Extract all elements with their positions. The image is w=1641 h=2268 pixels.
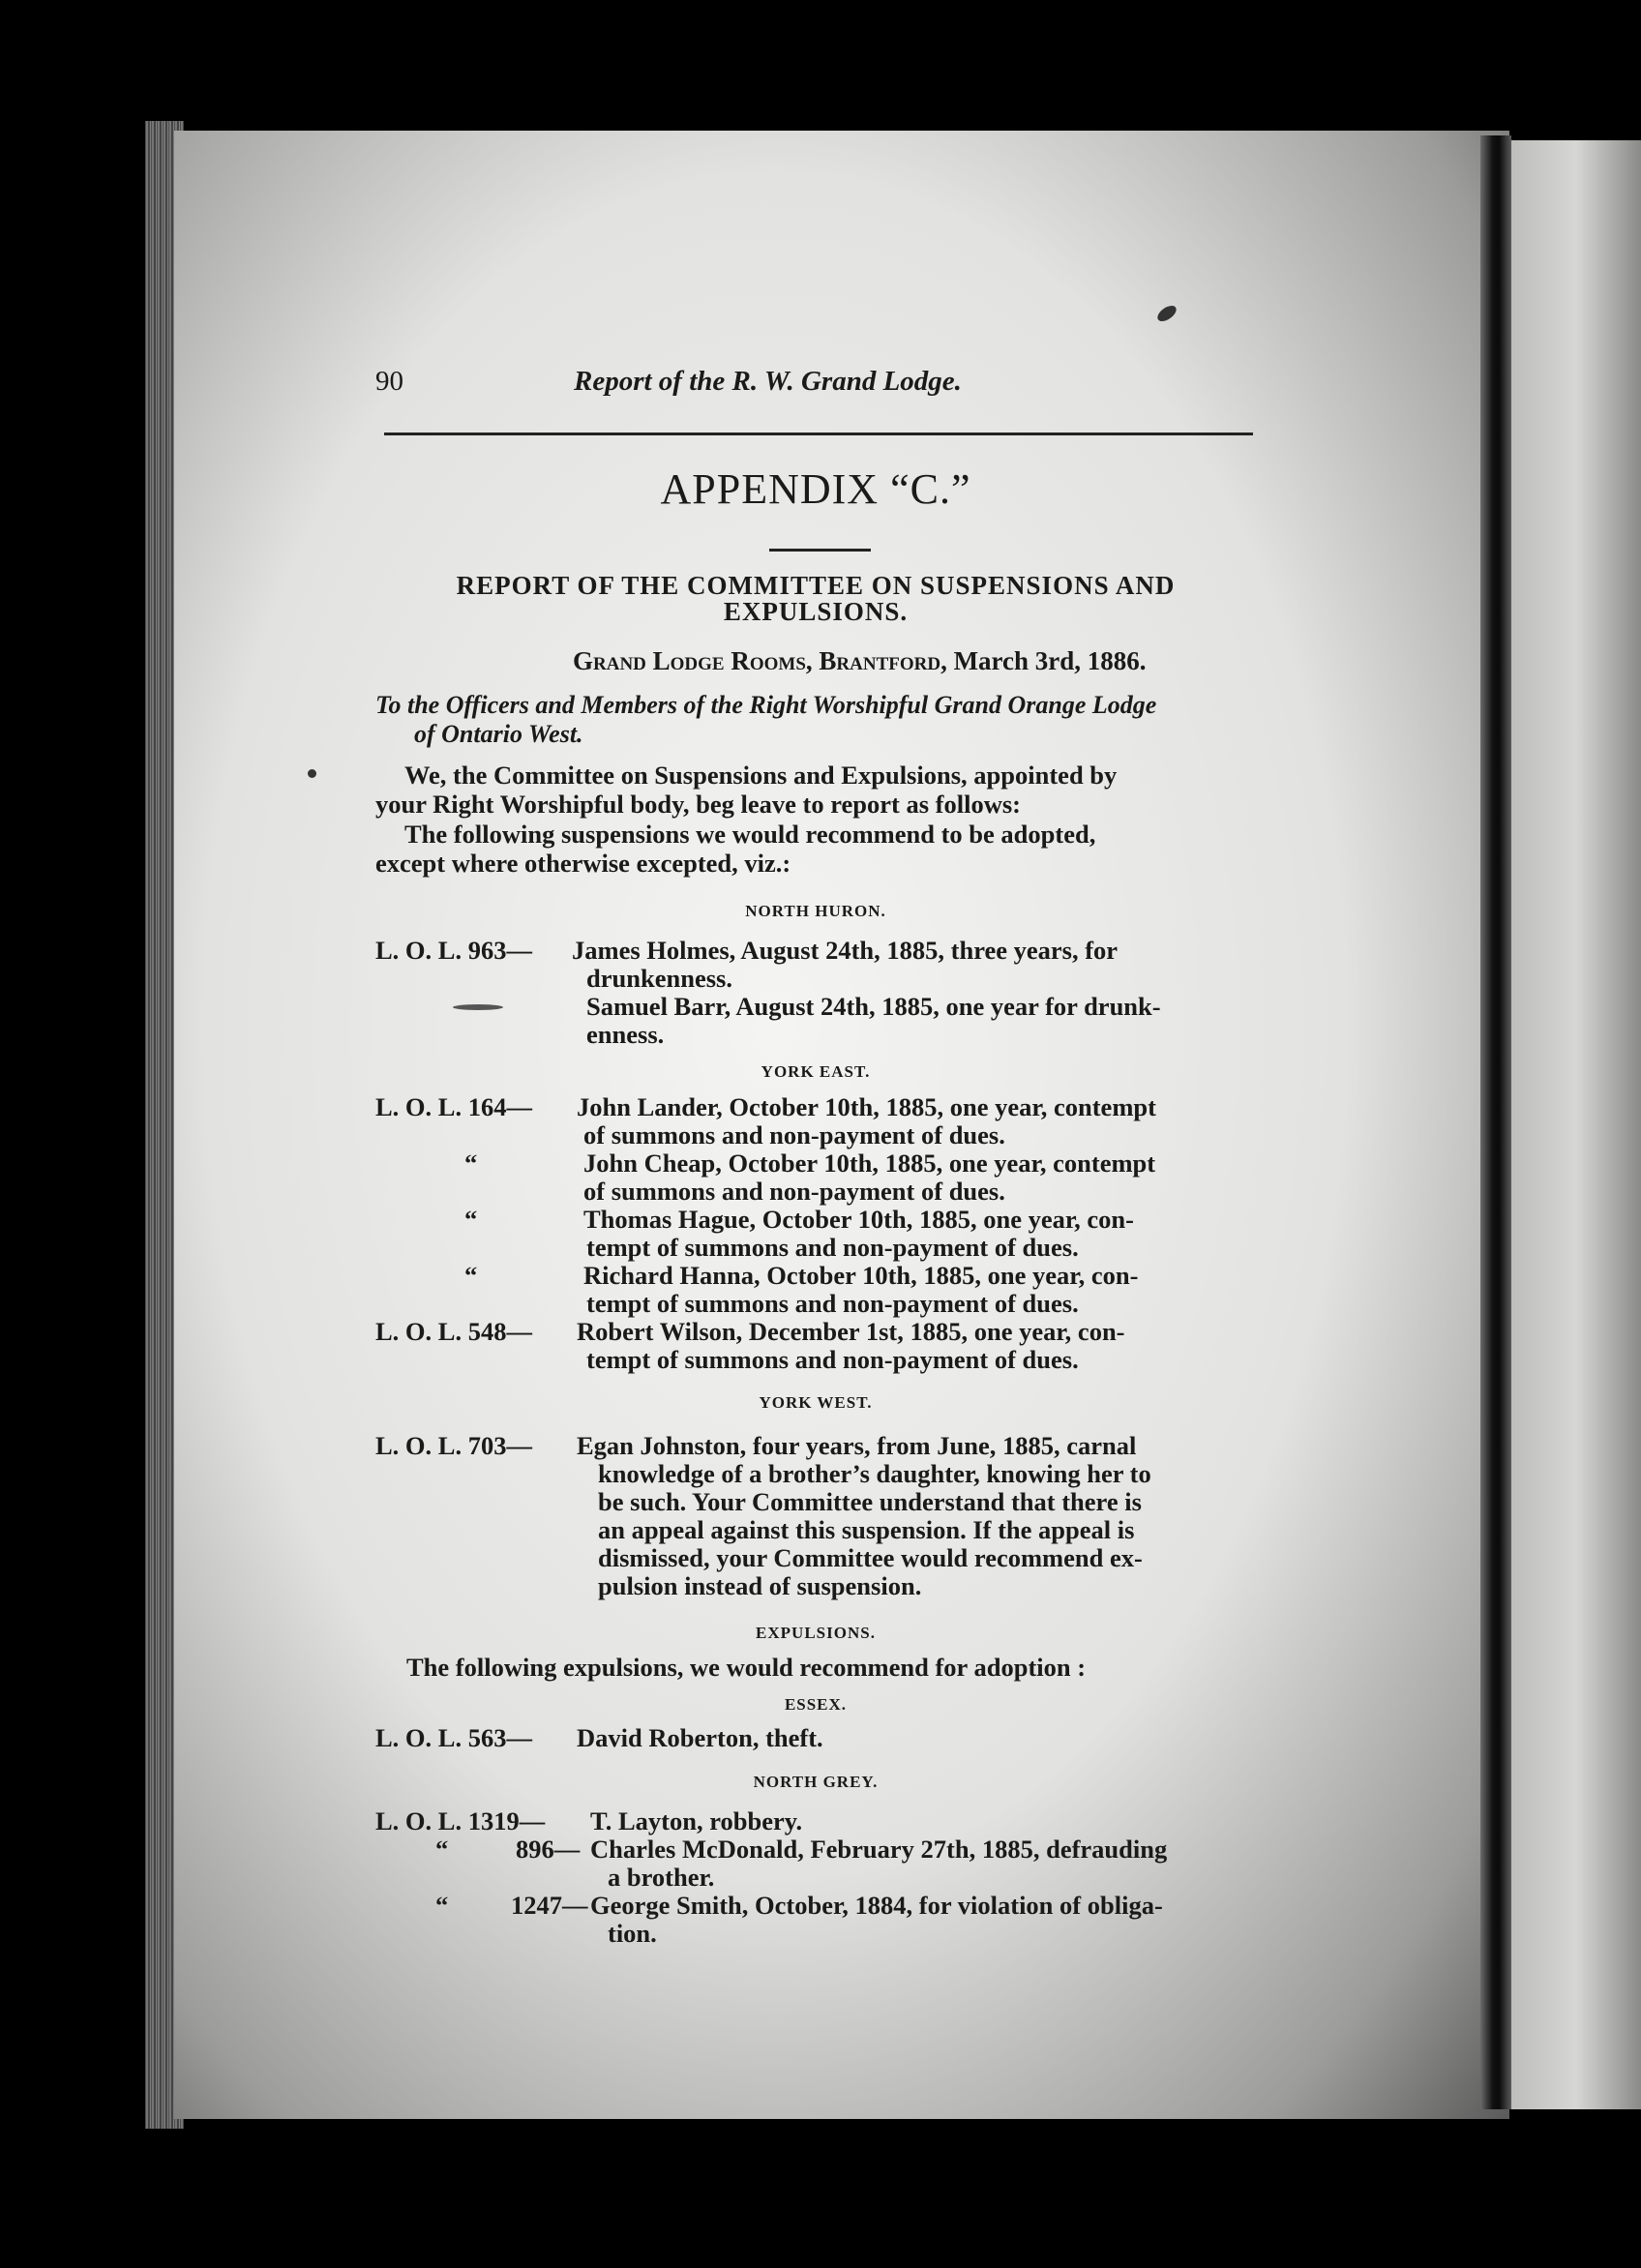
running-head: [375, 366, 1256, 404]
dateline-place: Grand Lodge Rooms, Brantford,: [573, 646, 947, 675]
entry-line: tempt of summons and non-payment of dues.: [586, 1345, 1079, 1374]
entry-line: James Holmes, August 24th, 1885, three years, for: [572, 936, 1119, 965]
entry-line: John Cheap, October 10th, 1885, one year, contempt: [583, 1149, 1156, 1178]
lodge-number: L. O. L. 963—: [375, 936, 532, 965]
section-heading: ESSEX.: [784, 1695, 848, 1714]
appendix-title: APPENDIX “C.”: [660, 465, 971, 513]
entry-line: Egan Johnston, four years, from June, 1885, carnal: [577, 1431, 1137, 1460]
ditto-mark: “: [464, 1205, 478, 1234]
running-head-title: Report of the R. W. Grand Lodge.: [574, 366, 962, 397]
facing-page-edge: [1511, 140, 1641, 2109]
ditto-mark: “: [435, 1891, 449, 1920]
entry-line: of summons and non-payment of dues.: [583, 1177, 1005, 1206]
salutation: [375, 691, 1256, 749]
ink-mark: [308, 769, 316, 778]
ditto-mark: “: [464, 1261, 478, 1290]
entry-line: a brother.: [608, 1863, 715, 1892]
entry-line: drunkenness.: [586, 964, 732, 993]
lodge-number: L. O. L. 563—: [375, 1723, 532, 1752]
entry-line: George Smith, October, 1884, for violation of obliga-: [590, 1891, 1163, 1920]
entry-line: Robert Wilson, December 1st, 1885, one year, con-: [577, 1317, 1125, 1346]
paragraph-line: except where otherwise excepted, viz.:: [375, 849, 791, 878]
dateline: [573, 646, 1250, 676]
report-title: [375, 573, 1256, 625]
intro-paragraph: [375, 761, 1256, 819]
section-heading: YORK WEST.: [759, 1393, 873, 1412]
salutation-line: To the Officers and Members of the Right Worshipful Grand Orange Lodge: [375, 691, 1157, 719]
entry-line: Samuel Barr, August 24th, 1885, one year for drunk-: [586, 992, 1161, 1021]
section-heading: YORK EAST.: [761, 1062, 871, 1081]
ditto-mark: “: [435, 1835, 449, 1864]
ditto-mark: “: [464, 1149, 478, 1178]
lodge-number: L. O. L. 548—: [375, 1317, 532, 1346]
paragraph-line: The following suspensions we would recommend to be adopted,: [404, 820, 1096, 849]
entry-line: enness.: [586, 1020, 665, 1049]
entry-line: knowledge of a brother’s daughter, knowing her to: [598, 1459, 1151, 1488]
report-title-line: EXPULSIONS.: [723, 597, 909, 626]
entry-line: an appeal against this suspension. If the appeal is: [598, 1515, 1135, 1544]
report-title-line: REPORT OF THE COMMITTEE ON SUSPENSIONS AND: [456, 571, 1176, 600]
entry-line: John Lander, October 10th, 1885, one year, contempt: [577, 1092, 1156, 1121]
book-gutter: [1480, 135, 1511, 2109]
title-rule: [769, 549, 871, 552]
entry-line: pulsion instead of suspension.: [598, 1571, 922, 1600]
entry-line: Richard Hanna, October 10th, 1885, one year, con-: [583, 1261, 1139, 1290]
entry-line: be such. Your Committee understand that there is: [598, 1487, 1142, 1516]
entry-line: tempt of summons and non-payment of dues.: [586, 1289, 1079, 1318]
paragraph-line: your Right Worshipful body, beg leave to report as follows:: [375, 790, 1021, 819]
entry-line: of summons and non-payment of dues.: [583, 1120, 1005, 1149]
entry-line: dismissed, your Committee would recommend ex-: [598, 1543, 1143, 1572]
lodge-number: L. O. L. 1319—: [375, 1806, 546, 1835]
intro-paragraph: [375, 820, 1256, 878]
entry-line: Charles McDonald, February 27th, 1885, defrauding: [590, 1835, 1168, 1864]
paragraph-line: We, the Committee on Suspensions and Expulsions, appointed by: [404, 761, 1118, 790]
header-rule: [384, 433, 1253, 435]
entry-line: tion.: [608, 1919, 657, 1948]
entry-line: Thomas Hague, October 10th, 1885, one year, con-: [583, 1205, 1134, 1234]
lodge-number: L. O. L. 703—: [375, 1431, 532, 1460]
section-heading: NORTH HURON.: [745, 902, 886, 920]
page-number: 90: [375, 366, 403, 397]
expulsion-intro: The following expulsions, we would recommend for adoption :: [406, 1653, 1087, 1682]
entry-line: T. Layton, robbery.: [590, 1806, 803, 1835]
entry-line: David Roberton, theft.: [577, 1723, 823, 1752]
entry-line: tempt of summons and non-payment of dues.: [586, 1233, 1079, 1262]
ink-mark: [453, 1004, 503, 1010]
lodge-number: L. O. L. 164—: [375, 1092, 532, 1121]
dateline-date: March 3rd, 1886.: [953, 646, 1147, 675]
section-heading: NORTH GREY.: [753, 1773, 879, 1791]
lodge-number: 896—: [516, 1835, 581, 1864]
salutation-line: of Ontario West.: [414, 720, 583, 748]
lodge-number: 1247—: [511, 1891, 588, 1920]
section-heading: EXPULSIONS.: [756, 1624, 876, 1642]
